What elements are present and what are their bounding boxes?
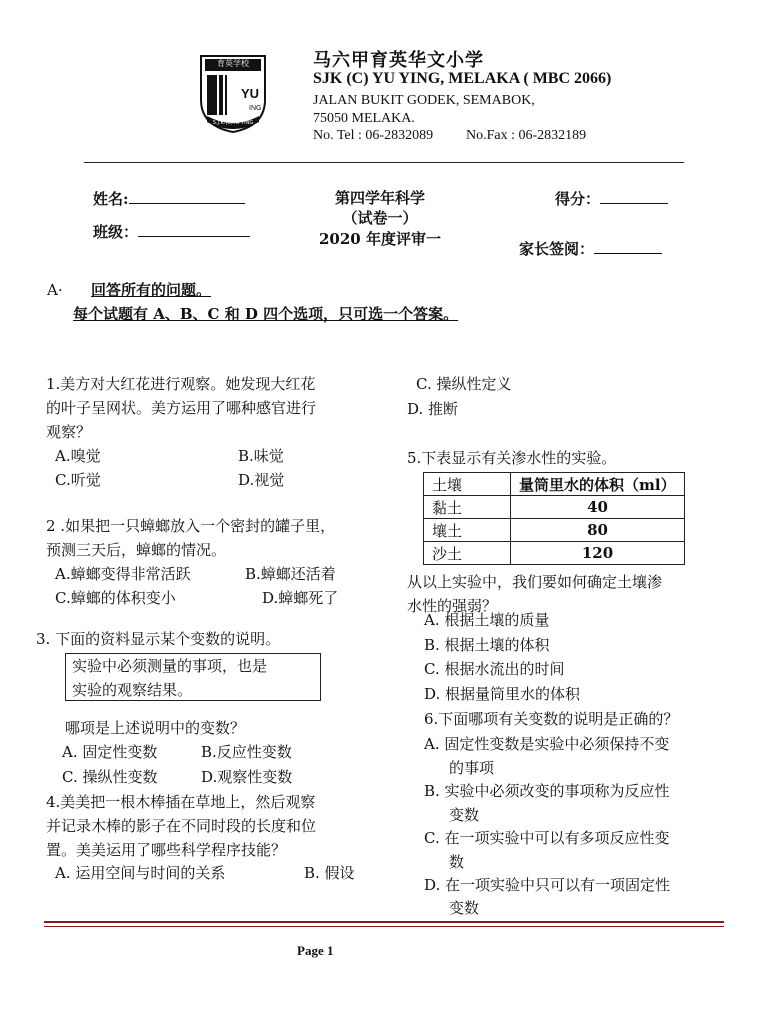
q3-box-line-2: 实验的观察结果。 [72,681,193,699]
paper-title-2: （试卷一） [342,209,418,227]
q6-option-c-cont: 数 [449,853,465,871]
class-label: 班级： [93,223,139,241]
q3-option-b[interactable]: B.反应性变数 [201,743,292,761]
q5-option-b[interactable]: B. 根据土壤的体积 [424,636,550,654]
school-name-chinese: 马六甲育英华文小学 [313,50,484,71]
footer-divider [44,921,724,923]
q2-option-a[interactable]: A.蟑螂变得非常活跃 [55,565,191,583]
q3-question: 哪项是上述说明中的变数？ [65,719,246,737]
q1-option-a[interactable]: A.嗅觉 [55,447,101,465]
address-line-2: 75050 MELAKA. [313,111,415,126]
class-field [93,221,250,242]
paper-title-3: 2020 年度评审一 [319,230,441,248]
q5-question-2: 水性的强弱？ [407,597,498,615]
q4-option-a[interactable]: A. 运用空间与时间的关系 [55,864,226,882]
q6-option-c[interactable]: C. 在一项实验中可以有多项反应性变 [424,829,670,847]
logo-ying: ING [249,105,262,112]
q2-line-1: 2 .如果把一只蟑螂放入一个密封的罐子里， [46,517,336,535]
page-number: Page 1 [297,943,334,958]
q6-option-b-cont: 变数 [449,806,480,824]
table-cell-soil: 黏土 [424,496,511,519]
score-label: 得分： [555,190,601,208]
score-field [555,188,668,209]
q4-option-d[interactable]: D. 推断 [407,400,459,418]
q2-option-d[interactable]: D.蟑螂死了 [262,589,339,607]
q3-line-1: 3. 下面的资料显示某个变数的说明。 [36,630,281,648]
table-header-volume: 量筒里水的体积（ml） [511,473,685,496]
telephone: No. Tel : 06-2832089 [313,128,434,143]
table-cell-volume: 120 [511,542,685,565]
q4-line-1: 4.美美把一根木棒插在草地上，然后观察 [46,793,316,811]
logo-text-top: 育英学校 [217,59,249,68]
section-instruction-1: 回答所有的问题。 [91,281,212,299]
q1-option-d[interactable]: D.视觉 [238,471,285,489]
q5-question-1: 从以上实验中，我们要如何确定土壤渗 [407,573,663,591]
q4-line-2: 并记录木棒的影子在不同时段的长度和位 [46,817,317,835]
q3-option-a[interactable]: A. 固定性变数 [62,743,158,761]
table-row [424,496,685,519]
parent-signature-blank[interactable] [594,239,662,254]
logo-text-bottom: S.J.K.(C)YU YING [212,120,254,126]
table-cell-volume: 40 [511,496,685,519]
q6-option-a-cont: 的事项 [449,759,495,777]
q2-option-b[interactable]: B.蟑螂还活着 [245,565,336,583]
section-instruction-2: 每个试题有 A、B、C 和 D 四个选项，只可选一个答案。 [73,305,459,323]
q2-option-c[interactable]: C.蟑螂的体积变小 [55,589,176,607]
table-row [424,542,685,565]
q3-box-line-1: 实验中必须测量的事项，也是 [72,657,268,675]
q1-line-3: 观察？ [46,423,92,441]
q6-option-b[interactable]: B. 实验中必须改变的事项称为反应性 [424,782,670,800]
section-label: A· [47,281,63,299]
q3-option-d[interactable]: D.观察性变数 [201,768,293,786]
q5-option-c[interactable]: C. 根据水流出的时间 [424,660,565,678]
table-header-row [424,473,685,496]
footer-divider-thin [44,926,724,927]
table-cell-volume: 80 [511,519,685,542]
fax: No.Fax : 06-2832189 [466,128,587,143]
parent-signature-label: 家长签阅： [519,240,595,258]
q5-option-d[interactable]: D. 根据量筒里水的体积 [424,685,581,703]
q1-line-1: 1.美方对大红花进行观察。她发现大红花 [46,375,316,393]
q6-line-1: 6.下面哪项有关变数的说明是正确的？ [424,710,679,728]
school-logo [197,50,269,134]
table-header-soil: 土壤 [424,473,511,496]
q4-option-c[interactable]: C. 操纵性定义 [416,375,512,393]
q4-option-b[interactable]: B. 假设 [304,864,355,882]
table-cell-soil: 沙土 [424,542,511,565]
table-cell-soil: 壤土 [424,519,511,542]
q6-option-d[interactable]: D. 在一项实验中只可以有一项固定性 [424,876,671,894]
q4-line-3: 置。美美运用了哪些科学程序技能？ [46,841,287,859]
address-line-1: JALAN BUKIT GODEK, SEMABOK, [313,93,535,108]
header-divider [84,162,684,163]
name-label: 姓名: [93,190,129,208]
parent-signature-field [519,238,662,259]
score-blank[interactable] [600,189,668,204]
name-blank[interactable] [129,189,245,204]
q5-table [423,472,685,565]
school-name-english: SJK (C) YU YING, MELAKA ( MBC 2066) [313,70,612,87]
q5-line-1: 5.下表显示有关渗水性的实验。 [407,449,617,467]
q3-info-box [65,653,321,701]
q6-option-d-cont: 变数 [449,899,480,917]
q1-line-2: 的叶子呈网状。美方运用了哪种感官进行 [46,399,317,417]
q1-option-c[interactable]: C.听觉 [55,471,101,489]
paper-title-1: 第四学年科学 [334,189,425,207]
q6-option-a[interactable]: A. 固定性变数是实验中必须保持不变 [424,735,670,753]
logo-yu: YU [241,86,260,101]
q2-line-2: 预测三天后，蟑螂的情况。 [46,541,227,559]
q1-option-b[interactable]: B.味觉 [238,447,284,465]
q5-option-a[interactable]: A. 根据土壤的质量 [424,611,550,629]
class-blank[interactable] [138,222,250,237]
table-row [424,519,685,542]
name-field [93,188,245,209]
q3-option-c[interactable]: C. 操纵性变数 [62,768,158,786]
